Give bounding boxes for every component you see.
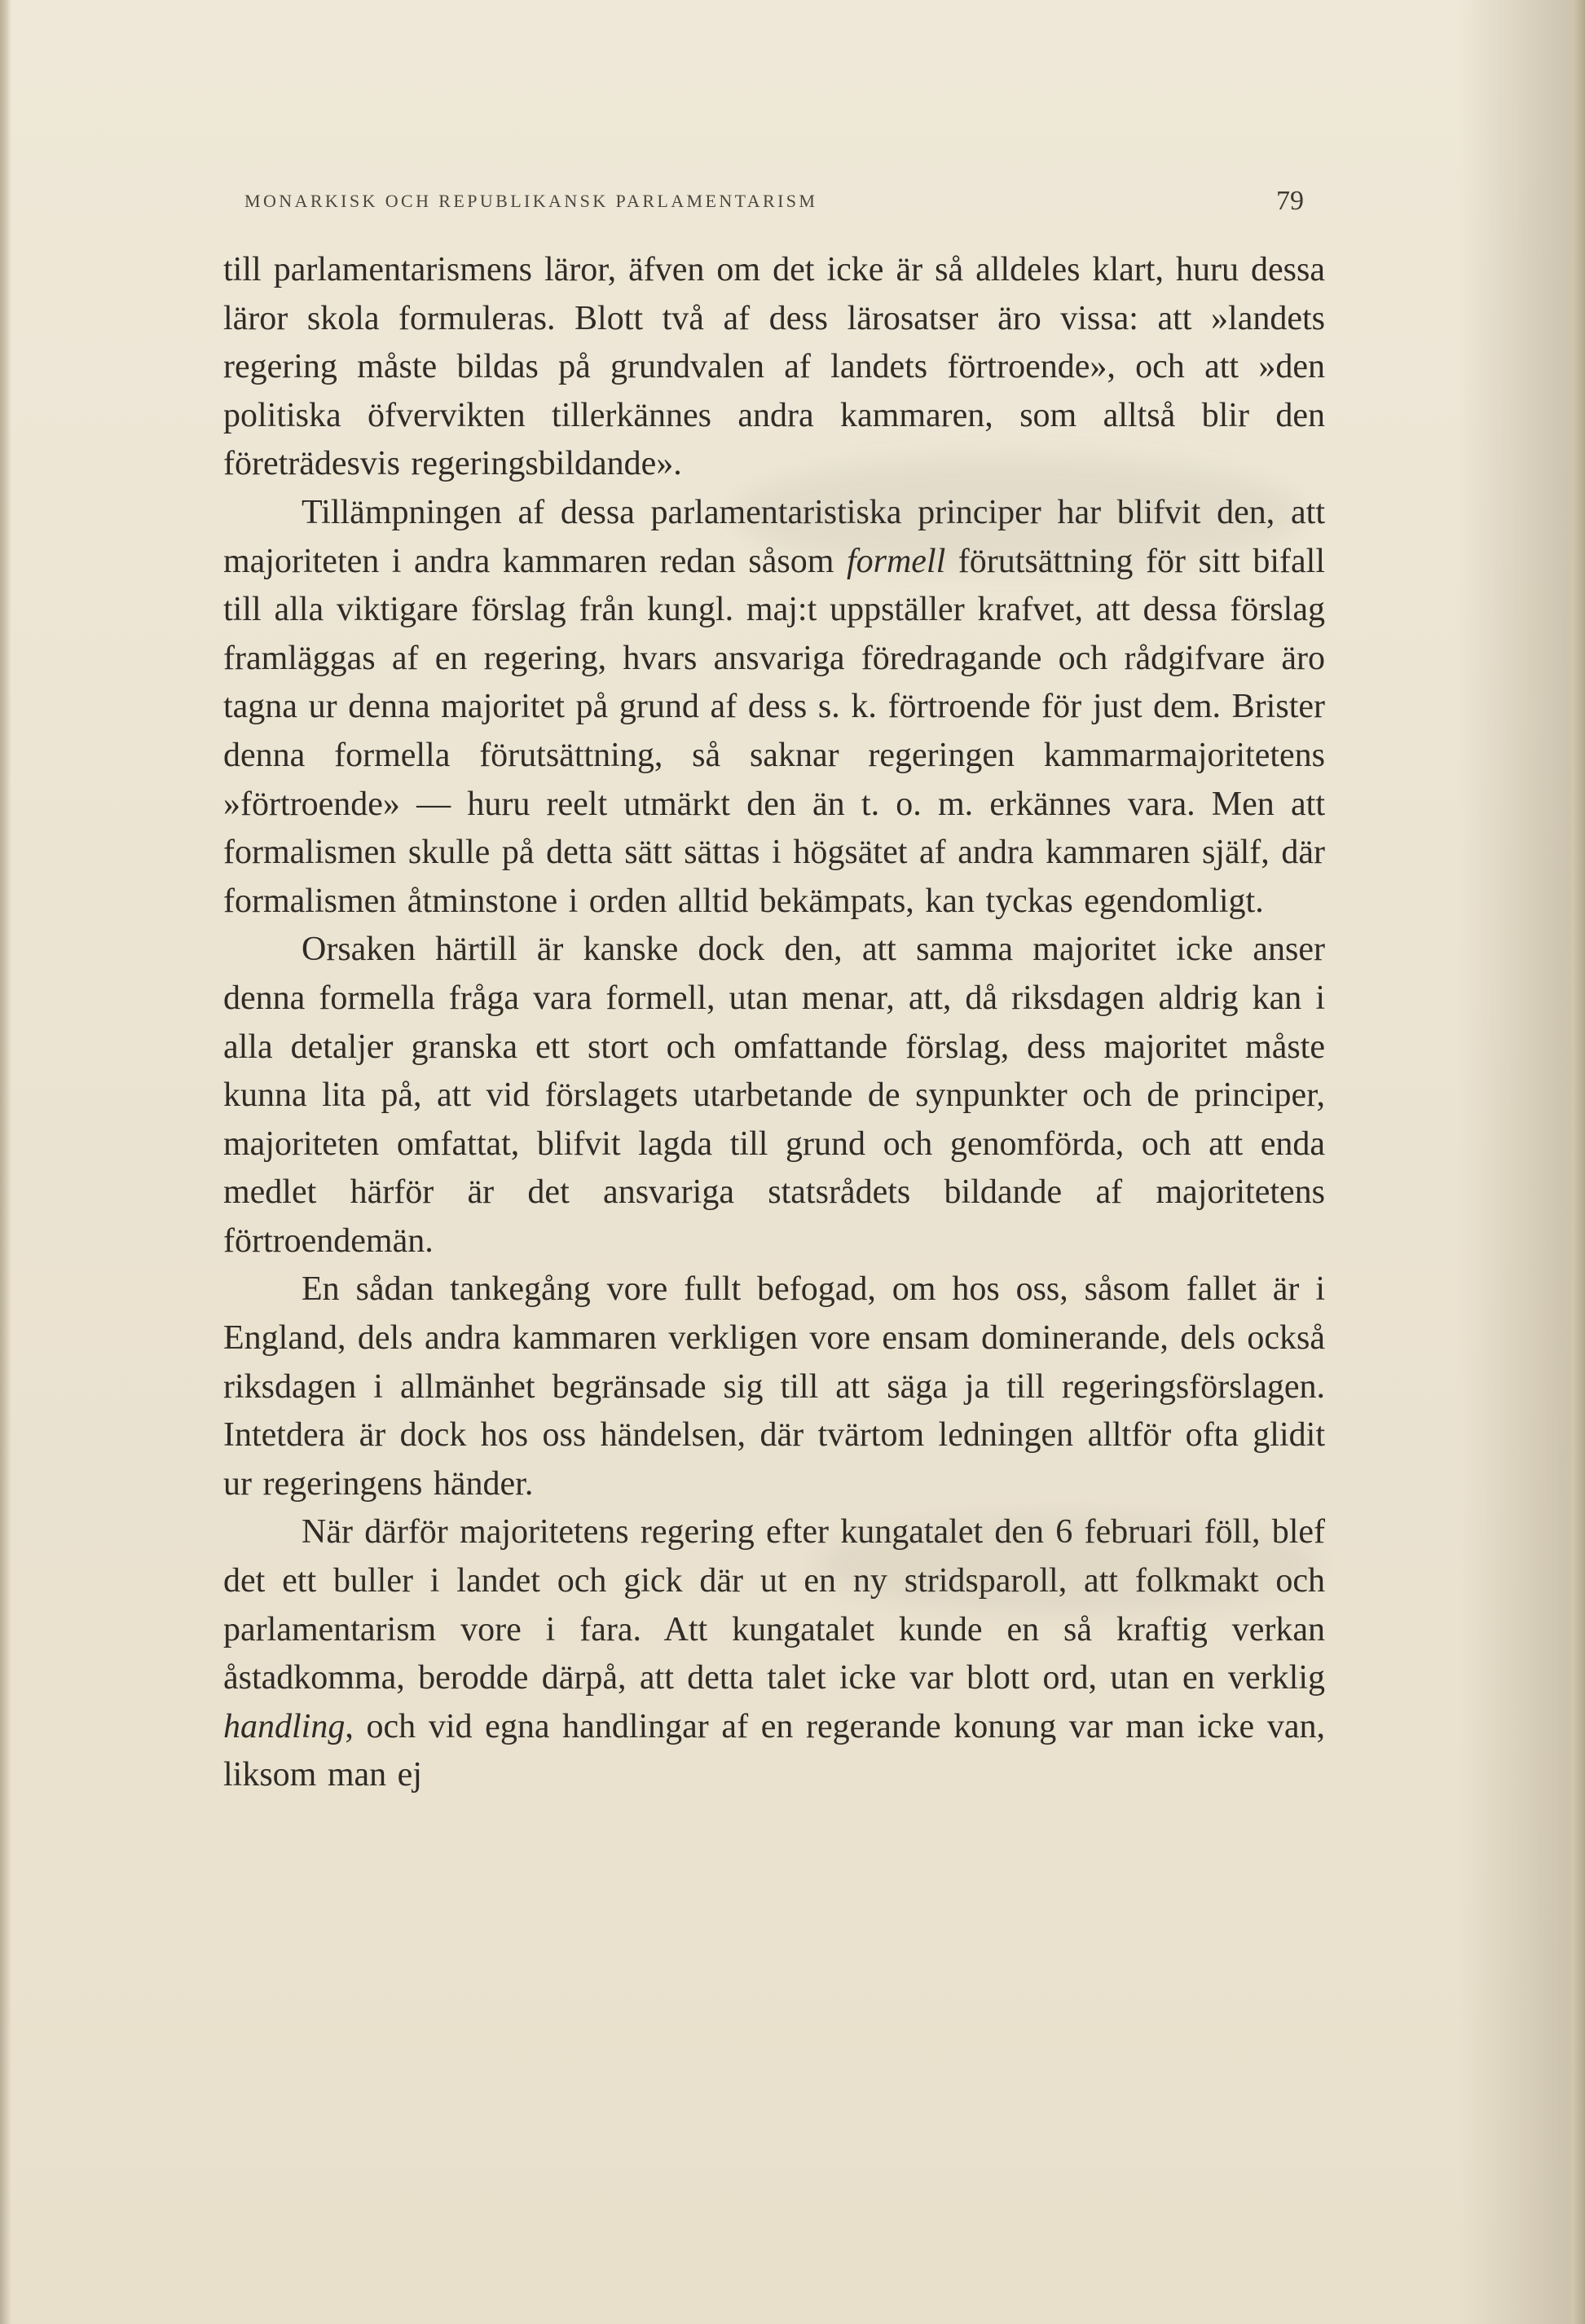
page-right-edge [1564,0,1585,2324]
text-run: En sådan tankegång vore fullt befogad, om hos oss, såsom fallet är i England, dels andra kammaren verkligen vore ensam dominerande, dels också riksdagen i allmänhet begränsade sig till att säga ja till regeringsförslagen. Intetdera är dock hos oss händelsen, där tvärtom ledningen alltför ofta glidit ur regeringens händer. [223,1270,1325,1503]
page-number: 79 [1276,186,1304,216]
text-run: till parlamentarismens läror, äfven om det icke är så alldeles klart, huru dessa läror skola formuleras. Blott två af dess lärosatser äro vissa: att »landets regering måste bildas på grundvalen af landets förtroende», och att »den politiska öfvervikten tillerkännes andra kammaren, som alltså blir den företrädesvis regeringsbildande». [223,251,1325,483]
paragraph [223,489,1325,926]
paragraph [223,926,1325,1265]
paragraph [223,1508,1325,1800]
running-title: MONARKISK OCH REPUBLIKANSK PARLAMENTARISM [244,191,818,211]
text-run: Orsaken härtill är kanske dock den, att samma majoritet icke anser denna formella fråga vara formell, utan menar, att, då riksdagen aldrig kan i alla detaljer granska ett stort och omfattande förslag, dess majoritet måste kunna lita på, att vid förslagets utarbetande de synpunkter och de principer, majoriteten omfattat, blifvit lagda till grund och genomförda, och att enda medlet härför är det ansvariga statsrådets bildande af majoritetens förtroendemän. [223,931,1325,1260]
italic-text-run: formell [846,542,946,580]
text-run: , och vid egna handlingar af en regerande konung var man icke van, liksom man ej [223,1707,1325,1794]
running-head [196,186,1304,225]
paragraph [223,246,1325,489]
body-text [223,246,1325,1800]
text-run: förutsättning för sitt bifall till alla viktigare förslag från kungl. maj:t uppställer krafvet, att dessa förslag framläggas af en regering, hvars ansvariga föredragande och rådgifvare äro tagna ur denna majoritet på grund af dess s. k. förtroende för just dem. Brister denna formella förutsättning, så saknar regeringen kammarmajoritetens »förtroende» — huru reelt utmärkt den än t. o. m. erkännes vara. Men att formalismen skulle på detta sätt sättas i högsätet af andra kammaren själf, där formalismen åtminstone i orden alltid bekämpats, kan tyckas egendomligt. [223,542,1326,920]
italic-text-run: handling [223,1707,346,1745]
page-left-edge [0,0,11,2324]
paragraph [223,1265,1325,1508]
text-run: När därför majoritetens regering efter kungatalet den 6 februari föll, blef det ett buller i landet och gick där ut en ny stridsparoll, att folkmakt och parlamentarism vore i fara. Att kungatalet kunde en så kraftig verkan åstadkomma, berodde därpå, att detta talet icke var blott ord, utan en verklig [223,1513,1325,1697]
text-run: Tillämpningen af dessa parlamentaristiska principer har blifvit den, att majoriteten i andra kammaren redan såsom [223,493,1325,580]
